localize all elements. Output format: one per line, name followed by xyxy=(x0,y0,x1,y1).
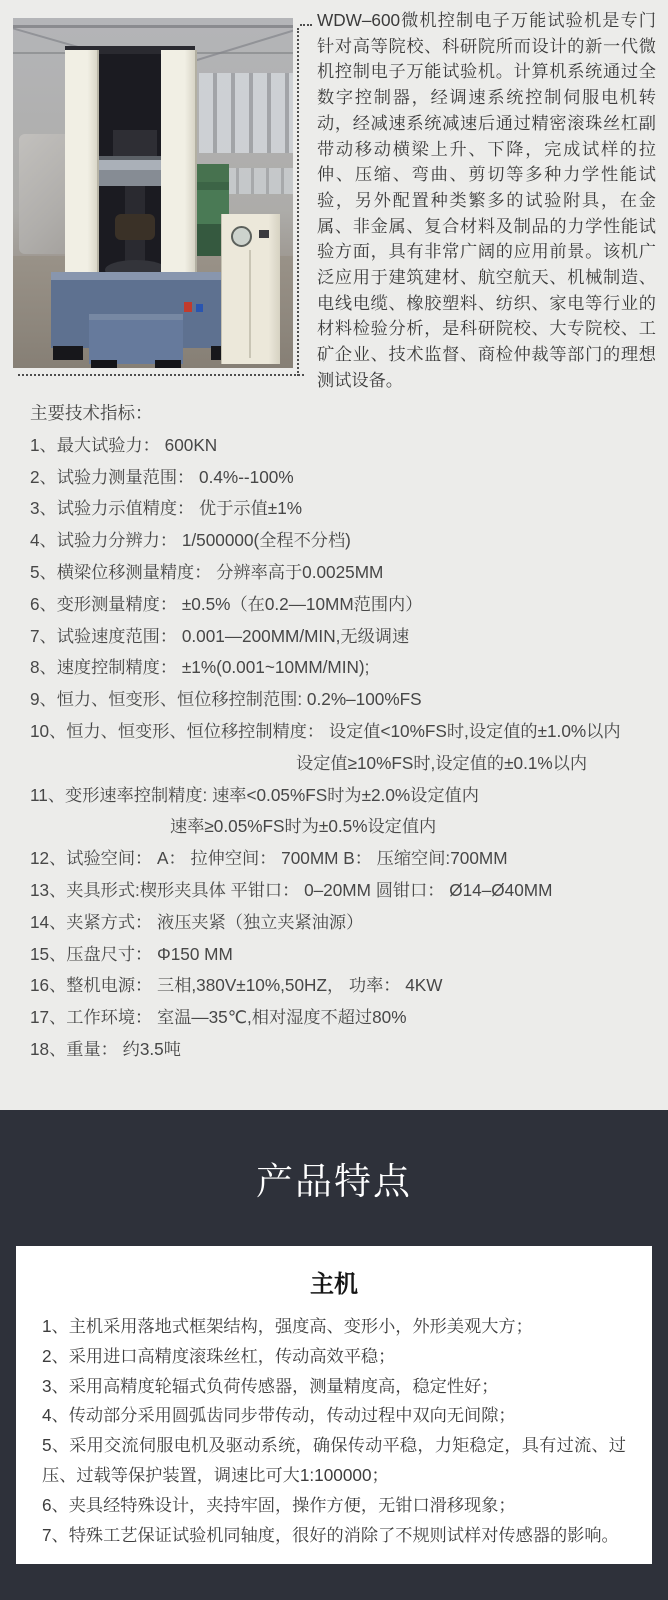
spec-line: 10、恒力、恒变形、恒位移控制精度： 设定值<10%FS时,设定值的±1.0%以内 xyxy=(30,720,621,741)
machine-foot xyxy=(53,346,83,360)
feature-line: 4、传动部分采用圆弧齿同步带传动，传动过程中双向无间隙； xyxy=(42,1405,516,1426)
feature-line: 6、夹具经特殊设计，夹持牢固，操作方便，无钳口滑移现象； xyxy=(42,1495,516,1516)
photo-dotted-border-right xyxy=(297,28,299,376)
machine-left-column xyxy=(65,50,99,290)
features-card-title: 主机 xyxy=(310,1270,358,1298)
machine-base-step xyxy=(89,314,183,364)
spec-line: 18、重量： 约3.5吨 xyxy=(30,1038,181,1059)
spec-line: 14、夹紧方式： 液压夹紧（独立夹紧油源） xyxy=(30,911,364,932)
photo-dotted-border-corner xyxy=(300,24,312,26)
machine-right-column xyxy=(161,50,197,296)
spec-line: 13、夹具形式:楔形夹具体 平钳口： 0–20MM 圆钳口： Ø14–Ø40MM xyxy=(30,879,553,900)
feature-line: 1、主机采用落地式框架结构，强度高、变形小，外形美观大方； xyxy=(42,1315,533,1336)
spec-line: 速率≥0.05%FS时为±0.5%设定值内 xyxy=(170,816,437,837)
spec-label xyxy=(196,304,203,312)
spec-line: 3、试验力示值精度： 优于示值±1% xyxy=(30,498,303,519)
spec-line: 12、试验空间： A： 拉伸空间： 700MM B： 压缩空间:700MM xyxy=(30,848,508,869)
feature-line: 5、采用交流伺服电机及驱动系统，确保传动平稳，力矩稳定，具有过流、过压、过载等保护装置，调速比可大1:100000； xyxy=(42,1435,626,1486)
features-section-title: 产品特点 xyxy=(256,1160,412,1202)
warning-label xyxy=(184,302,192,312)
features-section xyxy=(0,1110,668,1600)
spec-line: 17、工作环境： 室温—35℃,相对湿度不超过80% xyxy=(30,1007,407,1028)
specs-section xyxy=(0,386,668,1066)
spec-line: 16、整机电源： 三相,380V±10%,50HZ， 功率： 4KW xyxy=(30,975,443,996)
product-photo xyxy=(13,18,293,368)
product-overview-section xyxy=(0,0,668,390)
factory-windows xyxy=(199,73,293,153)
features-card xyxy=(16,1246,652,1564)
spec-line: 5、横梁位移测量精度： 分辨率高于0.0025MM xyxy=(30,561,384,582)
specs-list xyxy=(30,430,658,1066)
features-list xyxy=(42,1312,626,1551)
feature-line: 7、特殊工艺保证试验机同轴度，很好的消除了不规则试样对传感器的影响。 xyxy=(42,1525,619,1546)
machine-foot xyxy=(155,360,181,368)
spec-line: 1、最大试验力： 600KN xyxy=(30,434,218,455)
spec-line: 6、变形测量精度： ±0.5%（在0.2—10MM范围内） xyxy=(30,593,423,614)
feature-line: 3、采用高精度轮辐式负荷传感器，测量精度高，稳定性好； xyxy=(42,1375,499,1396)
machine-grip xyxy=(115,214,155,240)
spec-line: 4、试验力分辨力： 1/500000(全程不分档) xyxy=(30,530,351,551)
spec-line: 8、速度控制精度： ±1%(0.001~10MM/MIN); xyxy=(30,657,370,678)
spec-line: 9、恒力、恒变形、恒位移控制范围: 0.2%–100%FS xyxy=(30,689,422,710)
spec-line: 15、压盘尺寸： Φ150 MM xyxy=(30,943,233,964)
product-description: WDW–600微机控制电子万能试验机是专门针对高等院校、科研院所而设计的新一代微机控制电子万能试验机。计算机系统通过全数字控制器，经调速系统控制伺服电机转动，经减速系统减速后通过精密滚珠丝杠副带动移动横梁上升、下降，完成试样的拉伸、压缩、弯曲、剪切等多种力学性能试验，另外配置种类繁多的试验附具，在金属、非金属、复合材料及制品的力学性能试验方面，具有非常广阔的应用前景。该机广泛应用于建筑建材、航空航天、机械制造、电线电缆、橡胶塑料、纺织、家电等行业的材料检验分析，是科研院校、大专院校、工矿企业、技术监督、商检仲裁等部门的理想测试设备。 xyxy=(317,10,656,390)
feature-line: 2、采用进口高精度滚珠丝杠，传动高效平稳； xyxy=(42,1345,396,1366)
machine-motor-block xyxy=(113,130,157,156)
pressure-gauge-icon xyxy=(231,226,252,247)
specs-title: 主要技术指标： xyxy=(30,403,153,423)
spec-line: 7、试验速度范围： 0.001—200MM/MIN,无级调速 xyxy=(30,625,410,646)
cabinet-button xyxy=(259,230,269,238)
spec-line: 11、变形速率控制精度: 速率<0.05%FS时为±2.0%设定值内 xyxy=(30,784,479,805)
spec-line: 设定值≥10%FS时,设定值的±0.1%以内 xyxy=(296,752,588,773)
photo-dotted-border-bottom xyxy=(18,374,304,376)
machine-foot xyxy=(91,360,117,368)
spec-line: 2、试验力测量范围： 0.4%--100% xyxy=(30,466,294,487)
roof-truss-beam xyxy=(13,25,293,28)
cabinet-door-seam xyxy=(249,250,251,358)
